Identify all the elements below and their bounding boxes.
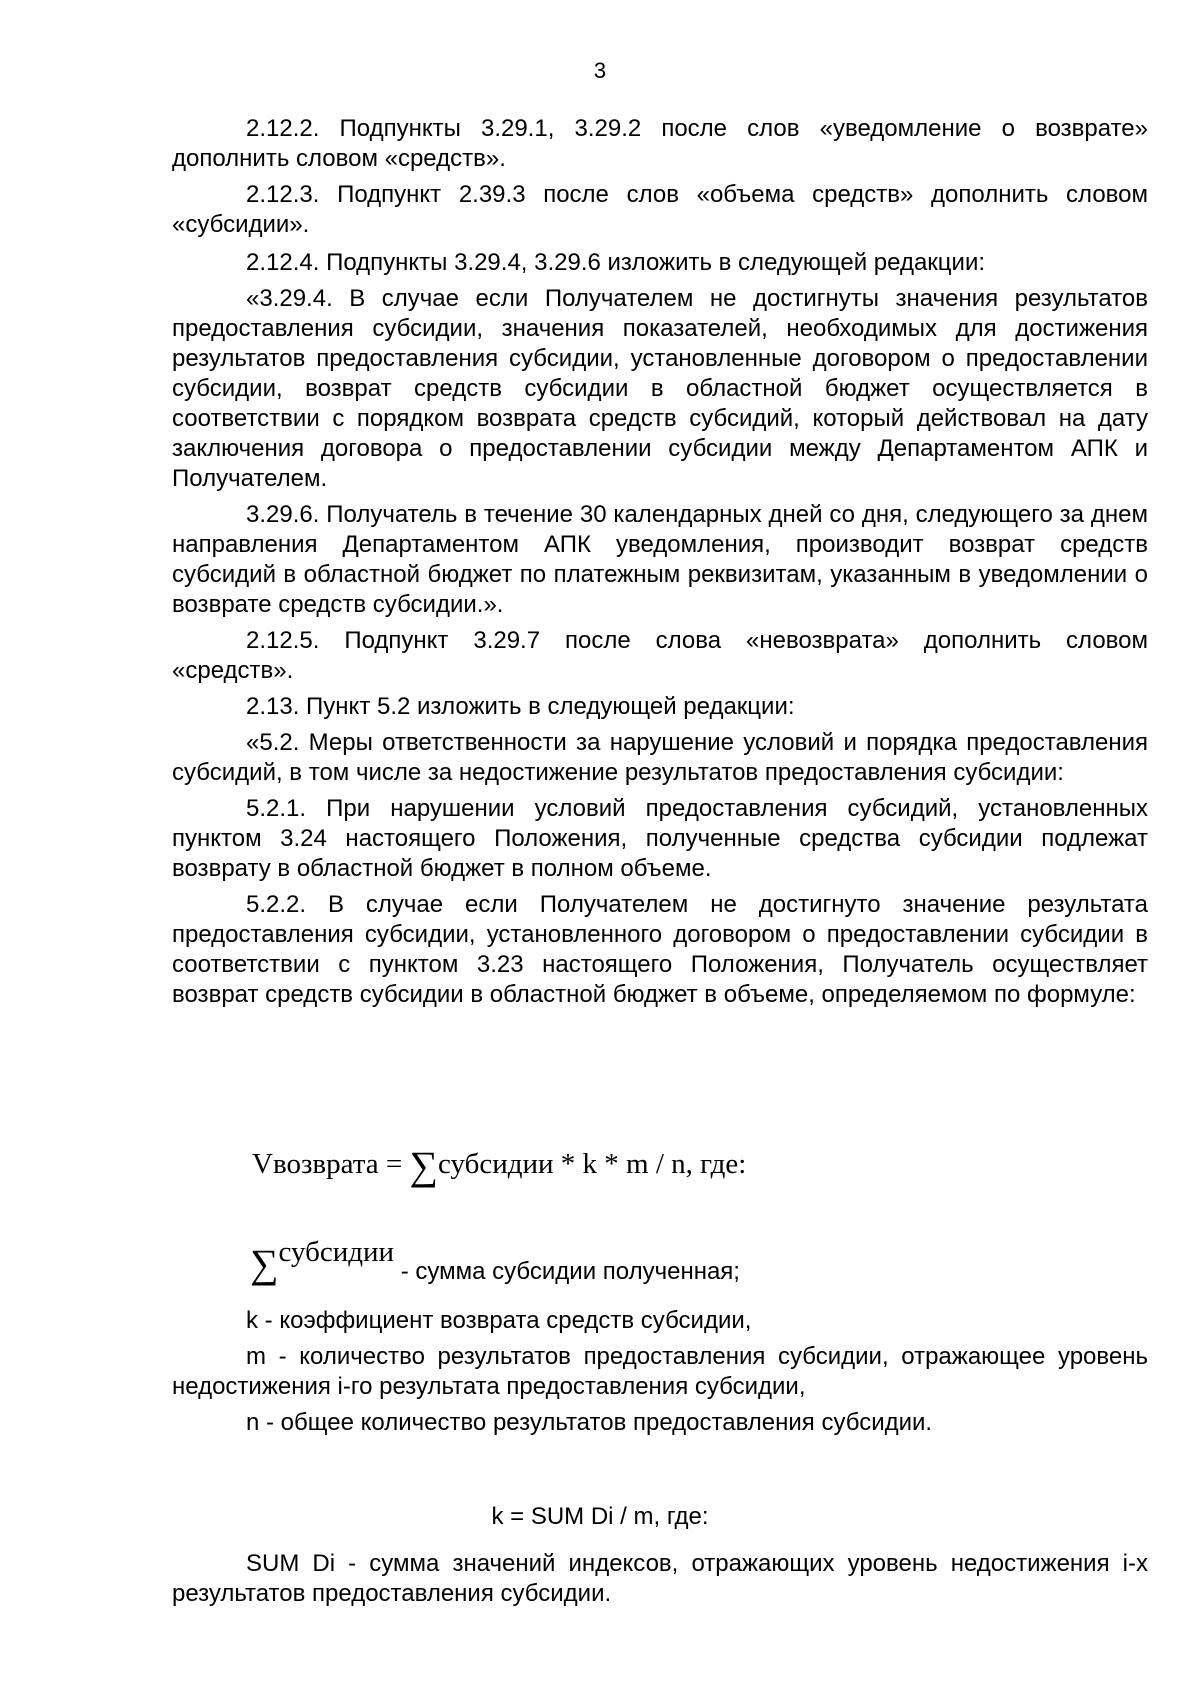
- return-volume-formula: [252, 1142, 746, 1189]
- tail-section: [172, 1549, 1148, 1609]
- paragraph: 2.12.5. Подпункт 3.29.7 после слова «невозврата» дополнить словом «средств».: [172, 627, 1148, 684]
- definition-k: k - коэффициент возврата средств субсидии,: [246, 1307, 752, 1334]
- sum-subscript: субсидии: [278, 1236, 395, 1268]
- paragraph: 2.12.4. Подпункты 3.29.4, 3.29.6 изложить в следующей редакции:: [246, 249, 986, 276]
- formula-lhs: Vвозврата =: [252, 1148, 410, 1180]
- sigma-symbol: ∑: [409, 1143, 438, 1188]
- sum-description: - сумма субсидии полученная;: [394, 1258, 740, 1285]
- document-body: [172, 114, 1148, 1010]
- page-number: 3: [593, 58, 607, 83]
- paragraph: 2.13. Пункт 5.2 изложить в следующей редакции:: [246, 693, 795, 720]
- definition-n: n - общее количество результатов предоставления субсидии.: [246, 1409, 933, 1436]
- paragraph: 5.2.2. В случае если Получателем не достигнуто значение результата предоставления субсидии, установленного договором о предоставлении субсидии в соответствии с пунктом 3.23 настоящего Положения, Получатель осуществляет возврат средств субсидии в областной бюджет в объеме, определяемом по формуле:: [172, 891, 1148, 1008]
- variable-definitions: [172, 1306, 1148, 1438]
- definition-m: m - количество результатов предоставления субсидии, отражающее уровень недостижения i-го результата предоставления субсидии,: [172, 1343, 1148, 1400]
- formula-rhs: субсидии * k * m / n, где:: [437, 1148, 747, 1180]
- paragraph: «5.2. Меры ответственности за нарушение условий и порядка предоставления субсидий, в том числе за недостижение результатов предоставления субсидии:: [172, 729, 1148, 786]
- paragraph: 3.29.6. Получатель в течение 30 календарных дней со дня, следующего за днем направления Департаментом АПК уведомления, производит возврат средств субсидий в областной бюджет по платежным реквизитам, указанным в уведомлении о возврате средств субсидии.».: [172, 501, 1148, 618]
- paragraph: 2.12.2. Подпункты 3.29.1, 3.29.2 после слов «уведомление о возврате» дополнить словом «средств».: [172, 115, 1148, 172]
- paragraph: 5.2.1. При нарушении условий предоставления субсидий, установленных пунктом 3.24 настоящего Положения, полученные средства субсидии подлежат возврату в областной бюджет в полном объеме.: [172, 795, 1148, 882]
- paragraph: 2.12.3. Подпункт 2.39.3 после слов «объема средств» дополнить словом «субсидии».: [172, 181, 1148, 238]
- sum-definition: [250, 1236, 1150, 1287]
- paragraph: SUM Di - сумма значений индексов, отражающих уровень недостижения i-х результатов предоставления субсидии.: [172, 1550, 1148, 1607]
- k-formula: k = SUM Di / m, где:: [491, 1503, 709, 1530]
- sigma-symbol: ∑: [250, 1241, 279, 1286]
- paragraph: «3.29.4. В случае если Получателем не достигнуты значения результатов предоставления субсидии, значения показателей, необходимых для достижения результатов предоставления субсидии, установленные договором о предоставлении субсидии, возврат средств субсидии в областной бюджет осуществляется в соответствии с порядком возврата средств субсидий, который действовал на дату заключения договора о предоставлении субсидии между Департаментом АПК и Получателем.: [172, 285, 1148, 492]
